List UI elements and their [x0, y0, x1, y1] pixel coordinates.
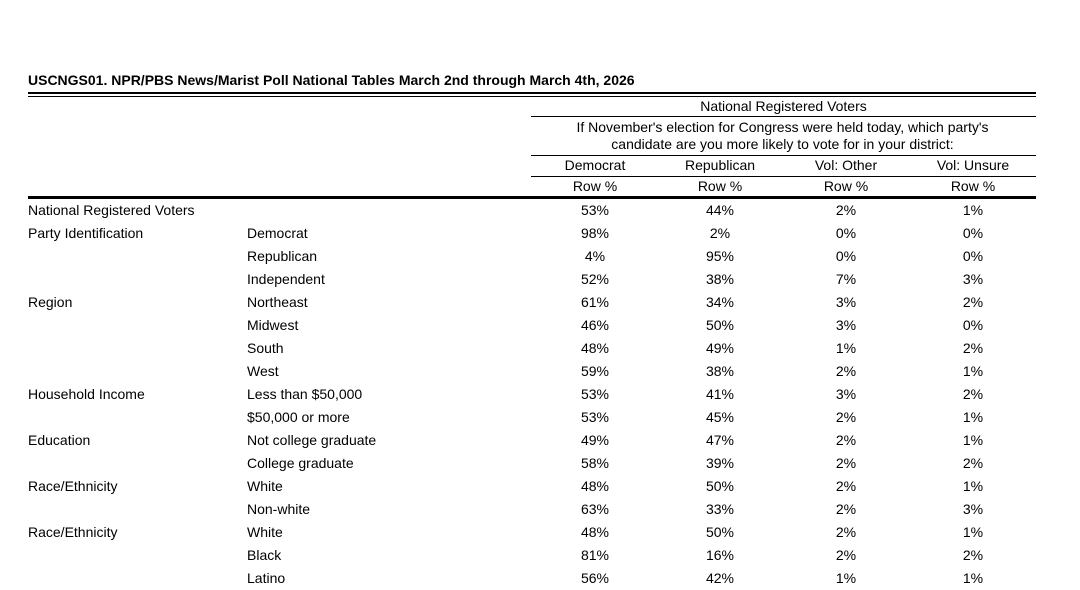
- cell-vol-other: 2%: [835, 524, 857, 540]
- row-sub-label: West: [247, 363, 279, 379]
- row-group-label: Household Income: [28, 386, 145, 402]
- subhead-democrat: Row %: [572, 178, 618, 194]
- cell-vol-other: 1%: [835, 570, 857, 586]
- title-rule: [28, 92, 1036, 94]
- cell-vol-other: 0%: [835, 225, 857, 241]
- cell-vol-other: 2%: [835, 501, 857, 517]
- table-row: [0, 245, 1080, 268]
- table-row: [0, 452, 1080, 475]
- cell-vol-other: 3%: [835, 386, 857, 402]
- row-sub-label: Not college graduate: [247, 432, 377, 448]
- cell-republican: 34%: [705, 294, 735, 310]
- cell-democrat: 48%: [580, 478, 610, 494]
- column-header-vol-unsure: Vol: Unsure: [936, 157, 1010, 173]
- table-row: [0, 567, 1080, 590]
- cell-vol-unsure: 1%: [962, 524, 984, 540]
- cell-republican: 95%: [705, 248, 735, 264]
- cell-vol-other: 2%: [835, 409, 857, 425]
- cell-republican: 33%: [705, 501, 735, 517]
- population-rule: [531, 116, 1036, 117]
- document-title: USCNGS01. NPR/PBS News/Marist Poll National Tables March 2nd through March 4th, 2026: [28, 72, 635, 88]
- row-sub-label: Democrat: [247, 225, 308, 241]
- cell-democrat: 4%: [584, 248, 606, 264]
- row-sub-label: College graduate: [247, 455, 354, 471]
- cell-vol-unsure: 2%: [962, 340, 984, 356]
- cell-republican: 42%: [705, 570, 735, 586]
- cell-republican: 50%: [705, 524, 735, 540]
- cell-vol-other: 2%: [835, 547, 857, 563]
- table-row: [0, 360, 1080, 383]
- table-row: [0, 429, 1080, 452]
- cell-democrat: 53%: [580, 409, 610, 425]
- cell-vol-unsure: 1%: [962, 432, 984, 448]
- question-rule: [531, 155, 1036, 156]
- cell-democrat: 98%: [580, 225, 610, 241]
- row-sub-label: Independent: [247, 271, 325, 287]
- row-group-label: Race/Ethnicity: [28, 478, 118, 494]
- table-row: [0, 199, 1080, 222]
- row-sub-label: Latino: [247, 570, 286, 586]
- row-sub-label: Less than $50,000: [247, 386, 363, 402]
- cell-vol-other: 1%: [835, 340, 857, 356]
- cell-vol-unsure: 3%: [962, 501, 984, 517]
- row-group-label: Region: [28, 294, 73, 310]
- row-sub-label: White: [247, 524, 283, 540]
- subhead-vol-unsure: Row %: [950, 178, 996, 194]
- cell-democrat: 61%: [580, 294, 610, 310]
- cell-vol-unsure: 3%: [962, 271, 984, 287]
- cell-vol-unsure: 0%: [962, 225, 984, 241]
- cell-democrat: 52%: [580, 271, 610, 287]
- cell-democrat: 46%: [580, 317, 610, 333]
- cell-republican: 47%: [705, 432, 735, 448]
- cell-vol-other: 2%: [835, 455, 857, 471]
- question-header: If November's election for Congress were held today, which party's candidate are you more likely to vote for in your district:: [576, 119, 989, 152]
- cell-republican: 50%: [705, 478, 735, 494]
- row-sub-label: Midwest: [247, 317, 299, 333]
- column-header-democrat: Democrat: [564, 157, 626, 173]
- cell-democrat: 63%: [580, 501, 610, 517]
- cell-vol-unsure: 2%: [962, 547, 984, 563]
- cell-republican: 16%: [705, 547, 735, 563]
- row-sub-label: South: [247, 340, 284, 356]
- cell-democrat: 59%: [580, 363, 610, 379]
- cell-vol-unsure: 0%: [962, 317, 984, 333]
- table-row: [0, 521, 1080, 544]
- cell-republican: 41%: [705, 386, 735, 402]
- row-group-label: Education: [28, 432, 91, 448]
- row-sub-label: Republican: [247, 248, 318, 264]
- cell-vol-unsure: 2%: [962, 455, 984, 471]
- row-group-label: Race/Ethnicity: [28, 524, 118, 540]
- cell-democrat: 81%: [580, 547, 610, 563]
- table-row: [0, 314, 1080, 337]
- row-sub-label: $50,000 or more: [247, 409, 350, 425]
- cell-republican: 38%: [705, 363, 735, 379]
- table-row: [0, 291, 1080, 314]
- cell-republican: 39%: [705, 455, 735, 471]
- cell-vol-other: 3%: [835, 294, 857, 310]
- table-row: [0, 383, 1080, 406]
- subhead-republican: Row %: [697, 178, 743, 194]
- cell-vol-unsure: 0%: [962, 248, 984, 264]
- cell-vol-unsure: 1%: [962, 363, 984, 379]
- cell-democrat: 48%: [580, 340, 610, 356]
- cell-vol-other: 2%: [835, 202, 857, 218]
- cell-vol-other: 3%: [835, 317, 857, 333]
- column-rule: [531, 176, 1036, 177]
- cell-vol-other: 2%: [835, 432, 857, 448]
- cell-vol-unsure: 2%: [962, 294, 984, 310]
- column-header-republican: Republican: [684, 157, 756, 173]
- row-group-label: Party Identification: [28, 225, 144, 241]
- cell-republican: 45%: [705, 409, 735, 425]
- cell-vol-unsure: 1%: [962, 478, 984, 494]
- cell-vol-other: 0%: [835, 248, 857, 264]
- population-header: National Registered Voters: [700, 98, 867, 114]
- table-row: [0, 544, 1080, 567]
- cell-democrat: 48%: [580, 524, 610, 540]
- row-sub-label: White: [247, 478, 283, 494]
- cell-vol-unsure: 1%: [962, 202, 984, 218]
- cell-republican: 2%: [709, 225, 731, 241]
- cell-vol-other: 7%: [835, 271, 857, 287]
- table-body: [0, 199, 1080, 590]
- cell-republican: 44%: [705, 202, 735, 218]
- row-sub-label: Northeast: [247, 294, 308, 310]
- subhead-vol-other: Row %: [823, 178, 869, 194]
- table-row: [0, 222, 1080, 245]
- cell-republican: 49%: [705, 340, 735, 356]
- cell-democrat: 49%: [580, 432, 610, 448]
- cell-republican: 50%: [705, 317, 735, 333]
- table-row: [0, 475, 1080, 498]
- cell-democrat: 58%: [580, 455, 610, 471]
- table-row: [0, 337, 1080, 360]
- row-sub-label: Non-white: [247, 501, 311, 517]
- cell-democrat: 53%: [580, 202, 610, 218]
- cell-vol-other: 2%: [835, 478, 857, 494]
- row-group-label: National Registered Voters: [28, 202, 195, 218]
- cell-vol-unsure: 1%: [962, 409, 984, 425]
- title-rule-thin: [28, 96, 1036, 97]
- table-row: [0, 406, 1080, 429]
- table-row: [0, 268, 1080, 291]
- cell-vol-other: 2%: [835, 363, 857, 379]
- table-row: [0, 498, 1080, 521]
- cell-republican: 38%: [705, 271, 735, 287]
- cell-democrat: 56%: [580, 570, 610, 586]
- row-sub-label: Black: [247, 547, 282, 563]
- cell-democrat: 53%: [580, 386, 610, 402]
- column-header-vol-other: Vol: Other: [814, 157, 878, 173]
- cell-vol-unsure: 2%: [962, 386, 984, 402]
- cell-vol-unsure: 1%: [962, 570, 984, 586]
